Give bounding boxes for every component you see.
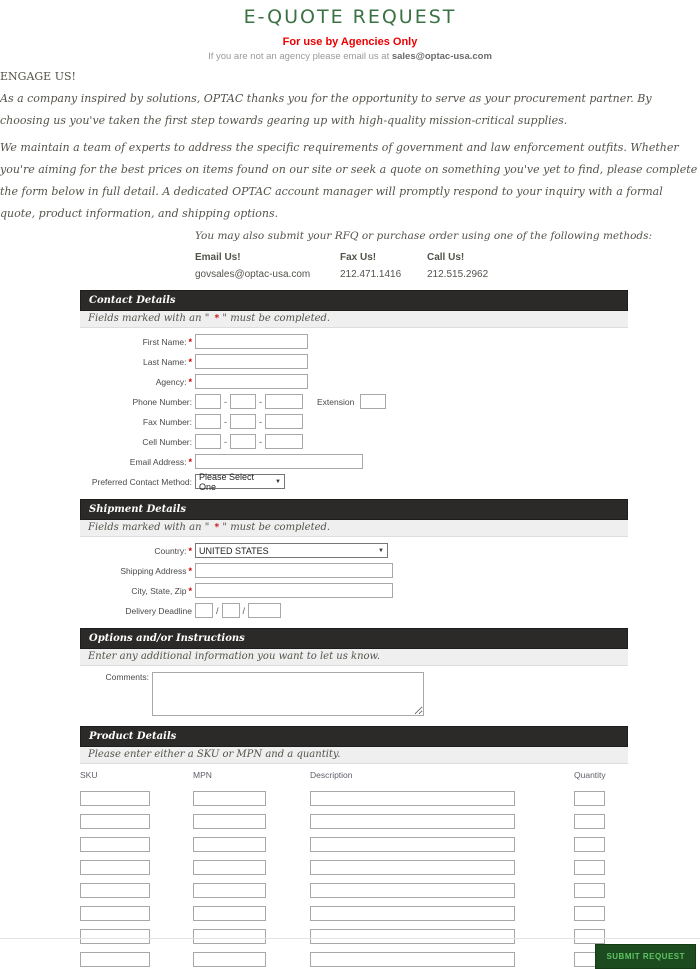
preferred-contact-label: Preferred Contact Method: [91,476,192,487]
shipment-section-note [80,520,628,537]
first-name-input[interactable] [195,334,308,349]
required-star: * [214,523,220,533]
quantity-input[interactable] [574,883,605,898]
description-input[interactable] [310,860,515,875]
email-address-label: Email Address: * [129,456,192,467]
chevron-down-icon: ▼ [378,547,384,554]
intro-paragraph-2: We maintain a team of experts to address the specific requirements of government and law enforcement outfits. Whether you're aiming for the best prices on items found on our site or seek a quote on something you've yet to find, please complete the form below in full detail. A dedicated OPTAC account manager will promptly respond to your inquiry with a formal quote, product information, and shipping options. [0,141,698,220]
delivery-deadline-label: Delivery Deadline [125,605,192,616]
shipping-address-label: Shipping Address * [120,565,192,576]
agency-input[interactable] [195,374,308,389]
shipment-section-header: Shipment Details [80,499,628,520]
product-section-header: Product Details [80,726,628,747]
dash-separator: - [224,436,227,447]
required-star: * [188,456,192,467]
cell-prefix-input[interactable] [230,434,256,449]
agencies-only-notice: For use by Agencies Only [282,36,418,48]
dash-separator: - [224,396,227,407]
first-name-label: First Name: * [142,336,192,347]
sku-input[interactable] [80,860,150,875]
fax-prefix-input[interactable] [230,414,256,429]
dash-separator: - [259,416,262,427]
contact-section-note [80,311,628,328]
product-section-note: Please enter either a SKU or MPN and a quantity. [80,747,628,764]
email-address-input[interactable] [195,454,363,469]
deadline-month-input[interactable] [195,603,213,618]
agency-row [80,374,628,389]
country-select[interactable] [195,543,388,558]
fax-method-value: 212.471.1416 [340,269,402,280]
phone-number-label: Phone Number: [132,396,192,407]
email-address-row [80,454,628,469]
phone-area-input[interactable] [195,394,221,409]
last-name-row [80,354,628,369]
slash-separator: / [242,605,246,616]
required-star: * [188,376,192,387]
mpn-column-header: MPN [193,770,212,780]
options-section [80,628,628,716]
call-method-value: 212.515.2962 [427,269,489,280]
slash-separator: / [216,605,219,616]
required-star: * [188,336,192,347]
mpn-input[interactable] [193,837,266,852]
submit-methods-note: You may also submit your RFQ or purchase order using one of the following methods: [195,230,653,242]
mpn-input[interactable] [193,791,266,806]
country-value: UNITED STATES [199,545,269,556]
dash-separator: - [259,396,262,407]
agency-note-text: If you are not an agency please email us at [208,51,390,62]
delivery-deadline-row [80,603,628,618]
dash-separator: - [259,436,262,447]
quantity-column-header: Quantity [574,770,606,780]
call-method [427,252,488,280]
submit-request-button[interactable]: SUBMIT REQUEST [595,944,696,969]
email-method-value[interactable]: govsales@optac-usa.com [195,269,311,280]
phone-line-input[interactable] [265,394,303,409]
cell-number-label: Cell Number: [142,436,192,447]
fax-number-row [80,414,628,429]
agency-note [0,51,700,62]
quantity-input[interactable] [574,791,605,806]
mpn-input[interactable] [193,860,266,875]
product-details-section [80,726,628,969]
mpn-input[interactable] [193,906,266,921]
required-star: * [188,545,192,556]
note-text: Fields marked with an " [88,313,213,324]
cell-line-input[interactable] [265,434,303,449]
sku-input[interactable] [80,883,150,898]
last-name-label: Last Name: * [143,356,192,367]
form-footer [0,938,700,969]
cell-area-input[interactable] [195,434,221,449]
product-row [80,857,628,875]
required-star: * [188,585,192,596]
comments-row [80,672,628,716]
city-state-zip-label: City, State, Zip * [131,585,192,596]
quantity-input[interactable] [574,837,605,852]
quantity-input[interactable] [574,860,605,875]
shipping-address-input[interactable] [195,563,393,578]
quantity-input[interactable] [574,814,605,829]
options-section-note: Enter any additional information you want to let us know. [80,649,628,666]
email-method-label: Email Us! [195,252,241,263]
contact-methods [195,252,700,280]
preferred-contact-row [80,471,628,492]
required-star: * [188,565,192,576]
fax-method [340,252,427,280]
city-state-zip-input[interactable] [195,583,393,598]
description-input[interactable] [310,791,515,806]
fax-method-label: Fax Us! [340,252,377,263]
comments-textarea[interactable] [152,672,424,716]
intro-block [0,70,700,280]
country-row [80,543,628,558]
city-state-zip-row [80,583,628,598]
options-section-header: Options and/or Instructions [80,628,628,649]
product-row [80,788,628,806]
intro-paragraph-1: As a company inspired by solutions, OPTAC thanks you for the opportunity to serve as your procurement partner. By choosing us you've taken the first step towards gearing up with high-quality mission-critical supplies. [0,92,652,127]
phone-number-row [80,394,628,409]
extension-label: Extension [317,396,355,407]
product-row [80,880,628,898]
sku-input[interactable] [80,814,150,829]
preferred-contact-value: Please Select One [199,471,255,492]
page-header [0,0,700,62]
note-text: Fields marked with an " [88,522,213,533]
mpn-input[interactable] [193,883,266,898]
description-input[interactable] [310,814,515,829]
sales-email-link[interactable]: sales@optac-usa.com [391,51,492,62]
description-column-header: Description [310,770,353,780]
fax-area-input[interactable] [195,414,221,429]
description-input[interactable] [310,883,515,898]
shipping-address-row [80,563,628,578]
page-title: E-QUOTE REQUEST [243,6,457,28]
cell-number-row [80,434,628,449]
description-input[interactable] [310,837,515,852]
shipment-details-section [80,499,628,618]
quantity-input[interactable] [574,906,605,921]
sku-column-header: SKU [80,770,98,780]
deadline-year-input[interactable] [248,603,281,618]
note-text: " must be completed. [219,313,331,324]
first-name-row [80,334,628,349]
required-star: * [214,314,220,324]
phone-prefix-input[interactable] [230,394,256,409]
product-columns-header [80,770,628,783]
dash-separator: - [224,416,227,427]
fax-line-input[interactable] [265,414,303,429]
preferred-contact-select[interactable] [195,471,285,492]
description-input[interactable] [310,906,515,921]
contact-section-header: Contact Details [80,290,628,311]
product-row [80,834,628,852]
last-name-input[interactable] [195,354,308,369]
call-method-label: Call Us! [427,252,465,263]
product-row [80,811,628,829]
agency-label: Agency: * [155,376,192,387]
fax-number-label: Fax Number: [142,416,192,427]
country-label: Country: * [154,545,192,556]
product-row [80,903,628,921]
required-star: * [188,356,192,367]
extension-input[interactable] [360,394,386,409]
deadline-day-input[interactable] [222,603,240,618]
note-text: " must be completed. [219,522,331,533]
engage-heading: ENGAGE US! [0,70,76,83]
email-method [195,252,340,280]
sku-input[interactable] [80,906,150,921]
contact-details-section [80,290,628,492]
comments-label: Comments: [105,672,149,682]
sku-input[interactable] [80,791,150,806]
chevron-down-icon: ▼ [275,478,281,485]
sku-input[interactable] [80,837,150,852]
mpn-input[interactable] [193,814,266,829]
